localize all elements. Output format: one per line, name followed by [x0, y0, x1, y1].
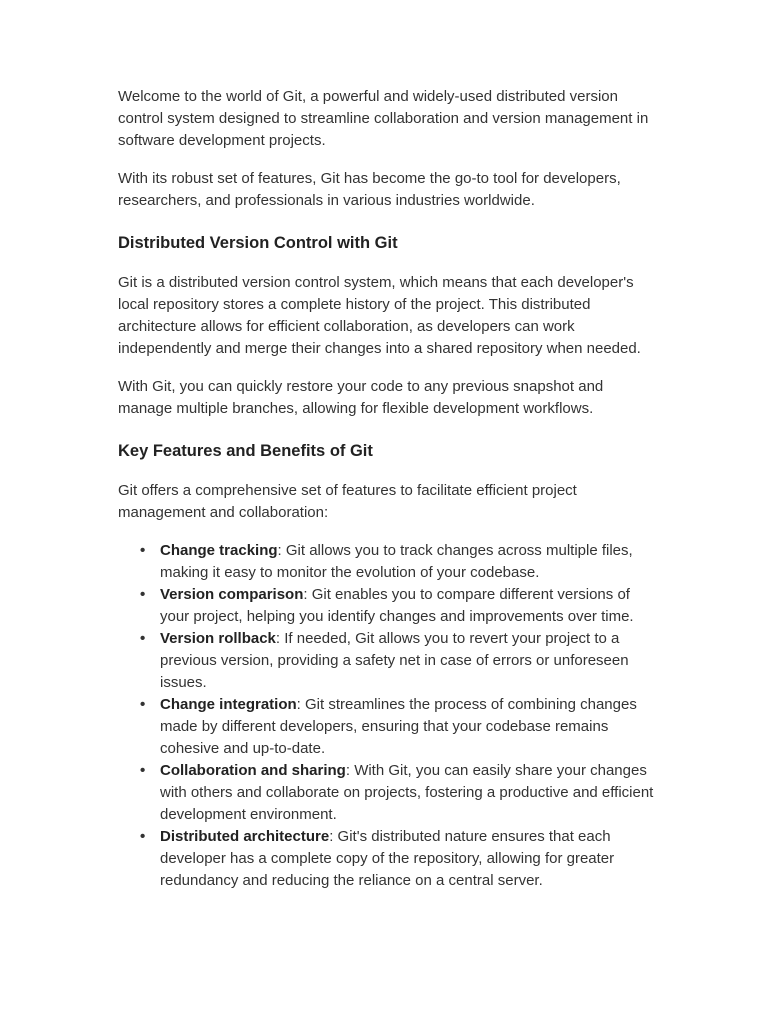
list-item — [140, 826, 658, 892]
list-item — [140, 760, 658, 826]
list-item — [140, 540, 658, 584]
feature-text: : Git allows you to track changes across multiple files, making it easy to monitor the evolution of your codebase. — [160, 542, 633, 581]
intro-paragraph-1: Welcome to the world of Git, a powerful and widely-used distributed version control system designed to streamline collaboration and version management in software development projects. — [118, 88, 649, 149]
dvc-heading: Distributed Version Control with Git — [118, 234, 398, 252]
list-item — [140, 694, 658, 760]
feature-term: Version comparison — [160, 586, 304, 603]
feature-term: Version rollback — [160, 630, 276, 647]
bullet-icon: • — [140, 542, 146, 559]
feature-text: : Git's distributed nature ensures that each developer has a complete copy of the repository, allowing for greater redundancy and reducing the reliance on a central server. — [160, 828, 615, 889]
feature-text: : Git enables you to compare different versions of your project, helping you identify changes and improvements over time. — [160, 586, 634, 625]
bullet-icon: • — [140, 762, 146, 779]
feature-text: : With Git, you can easily share your changes with others and collaborate on projects, fostering a productive and efficient development environment. — [160, 762, 654, 823]
dvc-paragraph-1: Git is a distributed version control system, which means that each developer's local repository stores a complete history of the project. This distributed architecture allows for efficient collaboration, as developers can work independently and merge their changes into a shared repository when needed. — [118, 274, 641, 357]
features-heading: Key Features and Benefits of Git — [118, 442, 373, 460]
list-item — [140, 584, 658, 628]
bullet-icon: • — [140, 630, 146, 647]
bullet-icon: • — [140, 696, 146, 713]
feature-term: Distributed architecture — [160, 828, 330, 845]
feature-term: Change tracking — [160, 542, 278, 559]
features-list — [118, 540, 658, 892]
dvc-paragraph-2: With Git, you can quickly restore your code to any previous snapshot and manage multiple branches, allowing for flexible development workflows. — [118, 378, 604, 417]
article-body — [118, 86, 658, 892]
intro-paragraph-2: With its robust set of features, Git has become the go-to tool for developers, researchers, and professionals in various industries worldwide. — [118, 170, 621, 209]
bullet-icon: • — [140, 586, 146, 603]
feature-term: Change integration — [160, 696, 297, 713]
features-intro: Git offers a comprehensive set of features to facilitate efficient project management and collaboration: — [118, 482, 577, 521]
bullet-icon: • — [140, 828, 146, 845]
list-item — [140, 628, 658, 694]
feature-text: : If needed, Git allows you to revert your project to a previous version, providing a safety net in case of errors or unforeseen issues. — [160, 630, 629, 691]
feature-text: : Git streamlines the process of combining changes made by different developers, ensuring that your codebase remains cohesive and up-to-date. — [160, 696, 637, 757]
feature-term: Collaboration and sharing — [160, 762, 346, 779]
